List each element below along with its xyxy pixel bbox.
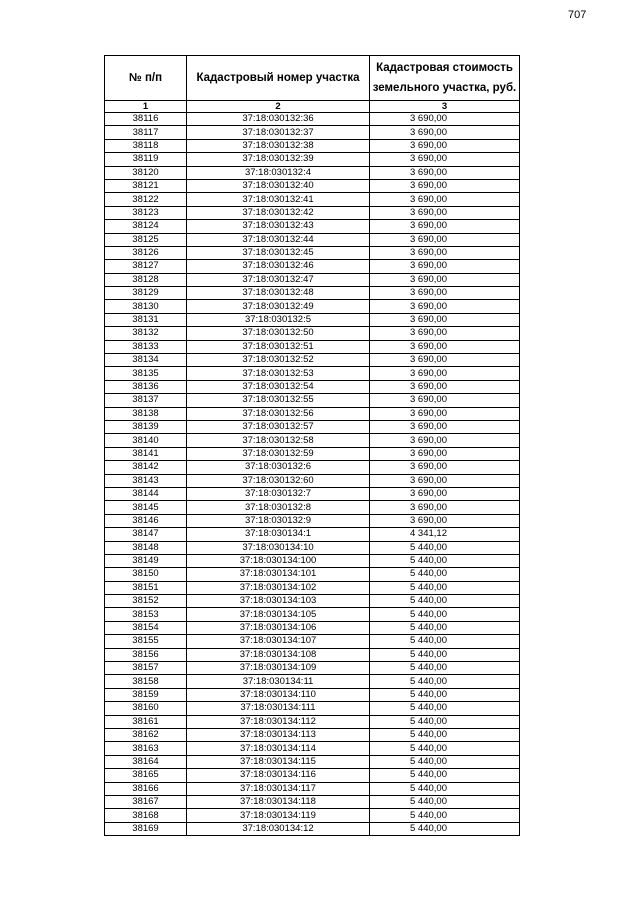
cadastral-number-cell: 37:18:030132:50: [187, 327, 370, 340]
page-number: 707: [568, 9, 587, 21]
cadastral-number-cell: 37:18:030132:60: [187, 474, 370, 487]
row-number-cell: 38123: [105, 206, 187, 219]
cadastral-value-cell: 3 690,00: [370, 153, 520, 166]
cadastral-number-cell: 37:18:030134:111: [187, 702, 370, 715]
cadastral-value-cell: 3 690,00: [370, 220, 520, 233]
cadastral-number-cell: 37:18:030132:57: [187, 420, 370, 433]
cadastral-value-cell: 3 690,00: [370, 233, 520, 246]
table-row: [105, 394, 520, 407]
cadastral-value-cell: 3 690,00: [370, 340, 520, 353]
cadastral-value-cell: 3 690,00: [370, 447, 520, 460]
cadastral-value-cell: 3 690,00: [370, 394, 520, 407]
cadastral-value-cell: 3 690,00: [370, 246, 520, 259]
cadastral-value-cell: 5 440,00: [370, 595, 520, 608]
cadastral-number-cell: 37:18:030134:114: [187, 742, 370, 755]
cadastral-number-cell: 37:18:030132:38: [187, 139, 370, 152]
header-row: [105, 56, 520, 101]
cadastral-value-cell: 3 690,00: [370, 461, 520, 474]
cadastral-value-cell: 5 440,00: [370, 715, 520, 728]
table-row: [105, 728, 520, 741]
row-number-cell: 38128: [105, 273, 187, 286]
table-row: [105, 822, 520, 835]
cadastral-number-cell: 37:18:030132:45: [187, 246, 370, 259]
cadastral-number-cell: 37:18:030132:44: [187, 233, 370, 246]
cadastral-table: [104, 55, 520, 836]
cadastral-number-cell: 37:18:030132:58: [187, 434, 370, 447]
cadastral-value-cell: 5 440,00: [370, 568, 520, 581]
cadastral-value-cell: 5 440,00: [370, 795, 520, 808]
header-row-number: № п/п: [105, 56, 187, 101]
cadastral-number-cell: 37:18:030132:41: [187, 193, 370, 206]
row-number-cell: 38148: [105, 541, 187, 554]
row-number-cell: 38122: [105, 193, 187, 206]
row-number-cell: 38121: [105, 179, 187, 192]
row-number-cell: 38161: [105, 715, 187, 728]
row-number-cell: 38166: [105, 782, 187, 795]
header-cadastral-number: Кадастровый номер участка: [187, 56, 370, 101]
cadastral-value-cell: 3 690,00: [370, 367, 520, 380]
cadastral-value-cell: 3 690,00: [370, 260, 520, 273]
table-row: [105, 260, 520, 273]
cadastral-value-cell: 5 440,00: [370, 755, 520, 768]
cadastral-number-cell: 37:18:030132:9: [187, 514, 370, 527]
cadastral-value-cell: 3 690,00: [370, 380, 520, 393]
row-number-cell: 38160: [105, 702, 187, 715]
row-number-cell: 38119: [105, 153, 187, 166]
table-row: [105, 688, 520, 701]
cadastral-value-cell: 5 440,00: [370, 648, 520, 661]
table-row: [105, 407, 520, 420]
row-number-cell: 38138: [105, 407, 187, 420]
cadastral-number-cell: 37:18:030132:40: [187, 179, 370, 192]
cadastral-number-cell: 37:18:030132:7: [187, 487, 370, 500]
row-number-cell: 38149: [105, 554, 187, 567]
cadastral-value-cell: 5 440,00: [370, 554, 520, 567]
cadastral-number-cell: 37:18:030132:59: [187, 447, 370, 460]
row-number-cell: 38139: [105, 420, 187, 433]
row-number-cell: 38127: [105, 260, 187, 273]
table-row: [105, 568, 520, 581]
cadastral-number-cell: 37:18:030132:52: [187, 354, 370, 367]
row-number-cell: 38129: [105, 287, 187, 300]
table-row: [105, 581, 520, 594]
row-number-cell: 38126: [105, 246, 187, 259]
table-row: [105, 434, 520, 447]
cadastral-value-cell: 5 440,00: [370, 809, 520, 822]
row-number-cell: 38117: [105, 126, 187, 139]
row-number-cell: 38136: [105, 380, 187, 393]
table-row: [105, 514, 520, 527]
cadastral-value-cell: 5 440,00: [370, 662, 520, 675]
cadastral-value-cell: 3 690,00: [370, 354, 520, 367]
row-number-cell: 38150: [105, 568, 187, 581]
cadastral-number-cell: 37:18:030132:8: [187, 501, 370, 514]
cadastral-value-cell: 5 440,00: [370, 728, 520, 741]
cadastral-value-cell: 3 690,00: [370, 206, 520, 219]
cadastral-number-cell: 37:18:030132:55: [187, 394, 370, 407]
cadastral-value-cell: 3 690,00: [370, 501, 520, 514]
cadastral-number-cell: 37:18:030134:118: [187, 795, 370, 808]
table-row: [105, 554, 520, 567]
row-number-cell: 38140: [105, 434, 187, 447]
cadastral-value-cell: 5 440,00: [370, 635, 520, 648]
header-cadastral-value: Кадастровая стоимость земельного участка, руб.: [370, 56, 520, 101]
row-number-cell: 38162: [105, 728, 187, 741]
cadastral-value-cell: 5 440,00: [370, 608, 520, 621]
cadastral-number-cell: 37:18:030132:51: [187, 340, 370, 353]
cadastral-number-cell: 37:18:030132:48: [187, 287, 370, 300]
cadastral-value-cell: 3 690,00: [370, 273, 520, 286]
row-number-cell: 38125: [105, 233, 187, 246]
cadastral-number-cell: 37:18:030134:1: [187, 528, 370, 541]
row-number-cell: 38153: [105, 608, 187, 621]
table-row: [105, 220, 520, 233]
row-number-cell: 38120: [105, 166, 187, 179]
row-number-cell: 38152: [105, 595, 187, 608]
cadastral-number-cell: 37:18:030132:56: [187, 407, 370, 420]
cadastral-number-cell: 37:18:030134:109: [187, 662, 370, 675]
table-row: [105, 313, 520, 326]
table-row: [105, 648, 520, 661]
row-number-cell: 38156: [105, 648, 187, 661]
row-number-cell: 38159: [105, 688, 187, 701]
table-row: [105, 782, 520, 795]
table-row: [105, 126, 520, 139]
row-number-cell: 38118: [105, 139, 187, 152]
column-number: 1: [105, 101, 187, 113]
table-row: [105, 273, 520, 286]
row-number-cell: 38143: [105, 474, 187, 487]
cadastral-number-cell: 37:18:030134:100: [187, 554, 370, 567]
table-row: [105, 487, 520, 500]
column-number: 2: [187, 101, 370, 113]
cadastral-value-cell: 3 690,00: [370, 487, 520, 500]
row-number-cell: 38145: [105, 501, 187, 514]
table-row: [105, 608, 520, 621]
row-number-cell: 38147: [105, 528, 187, 541]
cadastral-value-cell: 3 690,00: [370, 126, 520, 139]
cadastral-value-cell: 5 440,00: [370, 742, 520, 755]
cadastral-number-cell: 37:18:030134:117: [187, 782, 370, 795]
cadastral-value-cell: 3 690,00: [370, 300, 520, 313]
table-row: [105, 340, 520, 353]
cadastral-value-cell: 5 440,00: [370, 782, 520, 795]
table-row: [105, 541, 520, 554]
table-row: [105, 662, 520, 675]
cadastral-number-cell: 37:18:030132:6: [187, 461, 370, 474]
table-row: [105, 139, 520, 152]
table-row: [105, 635, 520, 648]
cadastral-value-cell: 5 440,00: [370, 688, 520, 701]
row-number-cell: 38116: [105, 113, 187, 126]
table-row: [105, 501, 520, 514]
row-number-cell: 38146: [105, 514, 187, 527]
table-row: [105, 702, 520, 715]
cadastral-value-cell: 3 690,00: [370, 113, 520, 126]
table-row: [105, 621, 520, 634]
table-row: [105, 354, 520, 367]
table-row: [105, 246, 520, 259]
table-row: [105, 420, 520, 433]
table-row: [105, 595, 520, 608]
table-row: [105, 809, 520, 822]
table-row: [105, 193, 520, 206]
table-row: [105, 327, 520, 340]
table-row: [105, 179, 520, 192]
table-row: [105, 742, 520, 755]
row-number-cell: 38167: [105, 795, 187, 808]
cadastral-value-cell: 4 341,12: [370, 528, 520, 541]
table-row: [105, 233, 520, 246]
table-row: [105, 166, 520, 179]
table-row: [105, 755, 520, 768]
table-row: [105, 461, 520, 474]
table-row: [105, 367, 520, 380]
cadastral-number-cell: 37:18:030132:4: [187, 166, 370, 179]
cadastral-number-cell: 37:18:030134:11: [187, 675, 370, 688]
cadastral-number-cell: 37:18:030134:115: [187, 755, 370, 768]
row-number-cell: 38124: [105, 220, 187, 233]
row-number-cell: 38144: [105, 487, 187, 500]
table-row: [105, 287, 520, 300]
cadastral-value-cell: 3 690,00: [370, 166, 520, 179]
cadastral-number-cell: 37:18:030132:5: [187, 313, 370, 326]
row-number-cell: 38142: [105, 461, 187, 474]
table-row: [105, 528, 520, 541]
table-body: [105, 113, 520, 836]
row-number-cell: 38132: [105, 327, 187, 340]
cadastral-value-cell: 3 690,00: [370, 313, 520, 326]
cadastral-value-cell: 5 440,00: [370, 675, 520, 688]
row-number-cell: 38141: [105, 447, 187, 460]
row-number-cell: 38131: [105, 313, 187, 326]
cadastral-value-cell: 3 690,00: [370, 434, 520, 447]
row-number-cell: 38135: [105, 367, 187, 380]
cadastral-value-cell: 5 440,00: [370, 769, 520, 782]
table-row: [105, 795, 520, 808]
cadastral-value-cell: 3 690,00: [370, 420, 520, 433]
cadastral-number-cell: 37:18:030134:108: [187, 648, 370, 661]
row-number-cell: 38163: [105, 742, 187, 755]
table-header: [105, 56, 520, 113]
table-row: [105, 300, 520, 313]
cadastral-number-cell: 37:18:030134:112: [187, 715, 370, 728]
row-number-cell: 38158: [105, 675, 187, 688]
cadastral-value-cell: 3 690,00: [370, 514, 520, 527]
row-number-cell: 38155: [105, 635, 187, 648]
row-number-cell: 38168: [105, 809, 187, 822]
table-row: [105, 113, 520, 126]
cadastral-value-cell: 3 690,00: [370, 327, 520, 340]
cadastral-number-cell: 37:18:030132:49: [187, 300, 370, 313]
cadastral-number-cell: 37:18:030134:101: [187, 568, 370, 581]
cadastral-number-cell: 37:18:030132:42: [187, 206, 370, 219]
row-number-cell: 38165: [105, 769, 187, 782]
cadastral-number-cell: 37:18:030134:106: [187, 621, 370, 634]
row-number-cell: 38157: [105, 662, 187, 675]
cadastral-number-cell: 37:18:030134:119: [187, 809, 370, 822]
table-row: [105, 474, 520, 487]
table-row: [105, 675, 520, 688]
table-row: [105, 769, 520, 782]
cadastral-number-cell: 37:18:030132:54: [187, 380, 370, 393]
cadastral-number-cell: 37:18:030134:12: [187, 822, 370, 835]
cadastral-number-cell: 37:18:030132:53: [187, 367, 370, 380]
row-number-cell: 38169: [105, 822, 187, 835]
cadastral-value-cell: 3 690,00: [370, 407, 520, 420]
row-number-cell: 38151: [105, 581, 187, 594]
cadastral-number-cell: 37:18:030134:105: [187, 608, 370, 621]
cadastral-number-cell: 37:18:030132:46: [187, 260, 370, 273]
cadastral-value-cell: 5 440,00: [370, 702, 520, 715]
cadastral-value-cell: 3 690,00: [370, 193, 520, 206]
row-number-cell: 38164: [105, 755, 187, 768]
cadastral-number-cell: 37:18:030132:37: [187, 126, 370, 139]
table-row: [105, 206, 520, 219]
cadastral-number-cell: 37:18:030134:107: [187, 635, 370, 648]
column-number: 3: [370, 101, 520, 113]
cadastral-number-cell: 37:18:030132:36: [187, 113, 370, 126]
cadastral-value-cell: 5 440,00: [370, 541, 520, 554]
cadastral-value-cell: 3 690,00: [370, 179, 520, 192]
table-row: [105, 715, 520, 728]
cadastral-value-cell: 5 440,00: [370, 621, 520, 634]
cadastral-number-cell: 37:18:030134:102: [187, 581, 370, 594]
cadastral-value-cell: 3 690,00: [370, 139, 520, 152]
cadastral-number-cell: 37:18:030132:43: [187, 220, 370, 233]
cadastral-value-cell: 5 440,00: [370, 822, 520, 835]
cadastral-value-cell: 5 440,00: [370, 581, 520, 594]
cadastral-number-cell: 37:18:030134:103: [187, 595, 370, 608]
cadastral-value-cell: 3 690,00: [370, 287, 520, 300]
table-row: [105, 153, 520, 166]
cadastral-number-cell: 37:18:030134:116: [187, 769, 370, 782]
table-row: [105, 380, 520, 393]
cadastral-number-cell: 37:18:030132:39: [187, 153, 370, 166]
table-row: [105, 447, 520, 460]
cadastral-number-cell: 37:18:030134:113: [187, 728, 370, 741]
row-number-cell: 38134: [105, 354, 187, 367]
row-number-cell: 38137: [105, 394, 187, 407]
column-number-row: [105, 101, 520, 113]
row-number-cell: 38130: [105, 300, 187, 313]
cadastral-number-cell: 37:18:030134:10: [187, 541, 370, 554]
cadastral-value-cell: 3 690,00: [370, 474, 520, 487]
row-number-cell: 38133: [105, 340, 187, 353]
cadastral-number-cell: 37:18:030132:47: [187, 273, 370, 286]
cadastral-number-cell: 37:18:030134:110: [187, 688, 370, 701]
row-number-cell: 38154: [105, 621, 187, 634]
